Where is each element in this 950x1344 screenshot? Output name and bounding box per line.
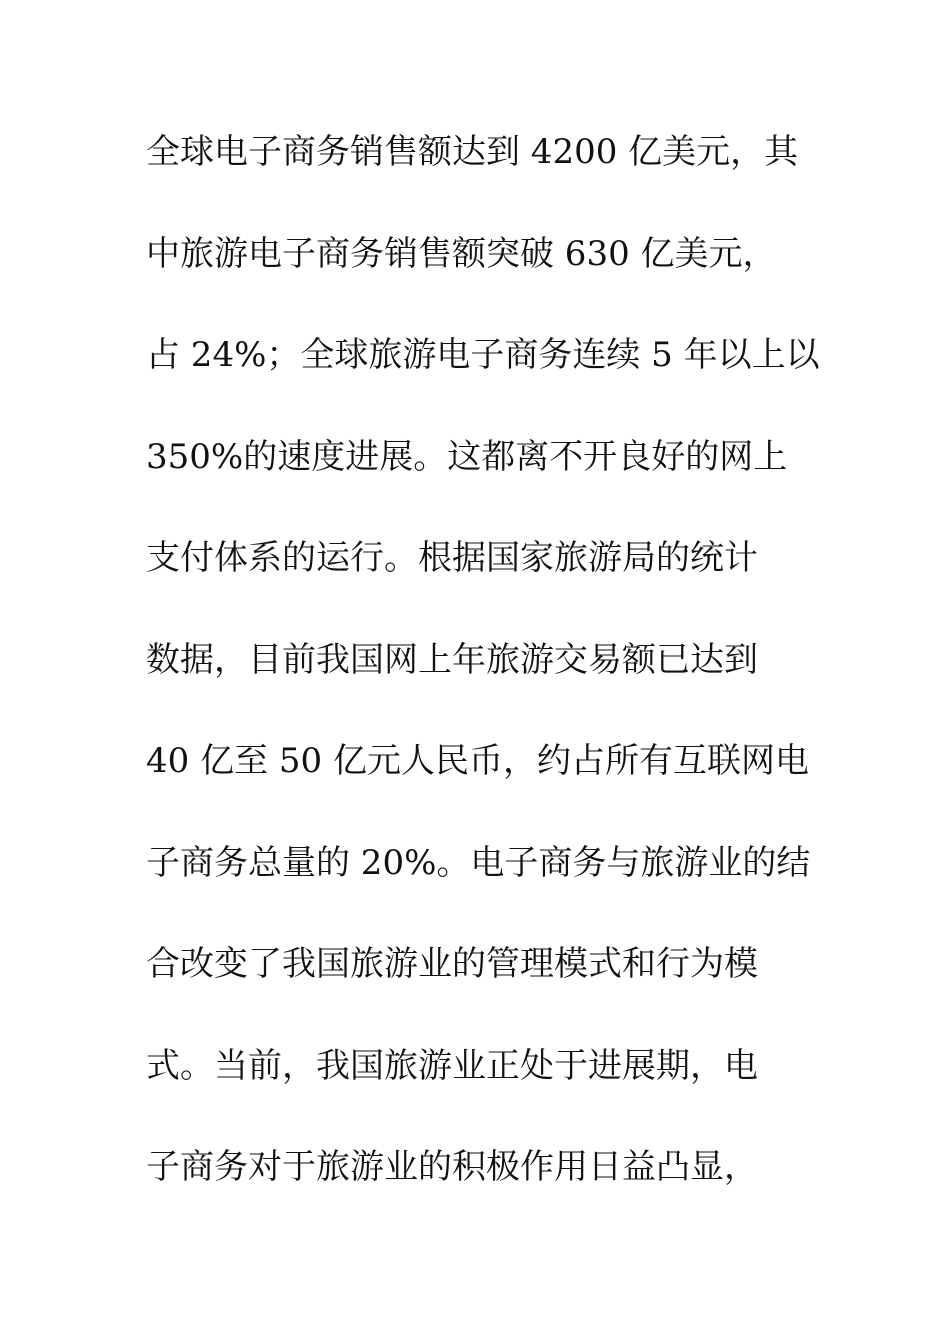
text-line: 350%的速度进展。这都离不开良好的网上 bbox=[146, 436, 788, 477]
text-line: 占 24%；全球旅游电子商务连续 5 年以上以 bbox=[146, 335, 820, 375]
text-line: 40 亿至 50 亿元人民币，约占所有互联网电 bbox=[146, 741, 809, 781]
text-line: 合改变了我国旅游业的管理模式和行为模 bbox=[146, 944, 758, 984]
body-paragraph bbox=[146, 124, 826, 1241]
text-line: 子商务总量的 20%。电子商务与旅游业的结 bbox=[146, 842, 811, 883]
text-line: 支付体系的运行。根据国家旅游局的统计 bbox=[146, 538, 758, 578]
text-line: 全球电子商务销售额达到 4200 亿美元，其 bbox=[146, 132, 799, 172]
text-line: 中旅游电子商务销售额突破 630 亿美元， bbox=[146, 233, 777, 274]
text-line: 数据，目前我国网上年旅游交易额已达到 bbox=[146, 639, 758, 680]
text-line: 子商务对于旅游业的积极作用日益凸显， bbox=[146, 1147, 758, 1187]
text-line: 式。当前，我国旅游业正处于进展期，电 bbox=[146, 1045, 758, 1086]
